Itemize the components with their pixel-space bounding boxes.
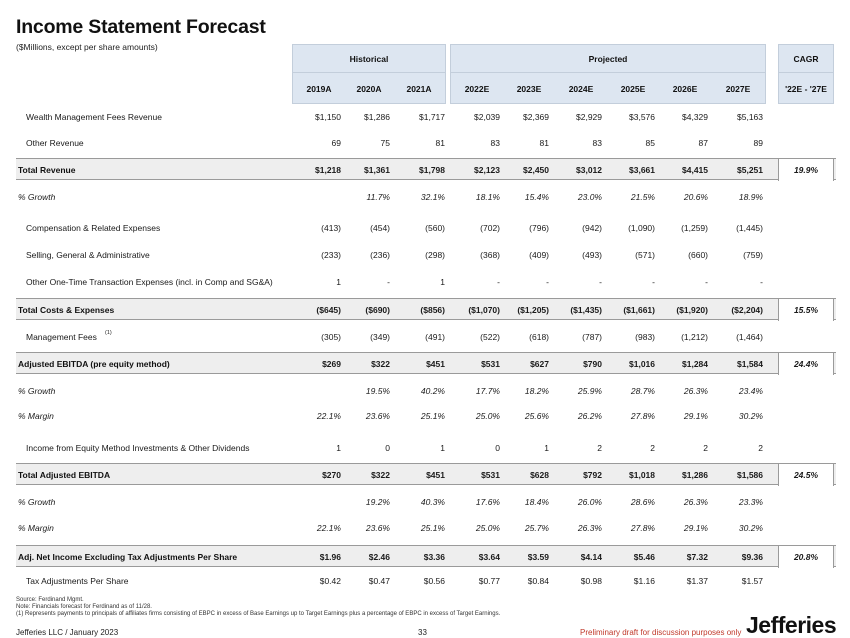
cell-2025E: (571) [635,250,655,260]
cell-2024E: 26.2% [577,411,602,421]
cell-2025E: $1,016 [629,359,655,369]
table-row [16,217,836,239]
cell-2019A: $1.96 [319,552,341,562]
cell-2025E: 2 [650,443,655,453]
cell-2019A: $270 [322,470,341,480]
cell-2023E: 15.4% [524,192,549,202]
table-row [16,517,836,539]
cell-2026E: $4,329 [682,112,708,122]
cell-2027E: 89 [753,138,763,148]
row-label: Other Revenue [26,138,84,148]
cell-2022E: $531 [481,470,500,480]
cagr-value: 19.9% [778,159,834,181]
cell-2023E: $628 [530,470,549,480]
cell-2021A: (298) [425,250,445,260]
historical-header [292,44,446,104]
year-2027E: 2027E [725,84,751,94]
cell-2019A: ($645) [316,305,341,315]
cagr-value: 24.5% [778,464,834,486]
table-row [16,158,836,180]
page-subtitle: ($Millions, except per share amounts) [16,42,158,52]
cell-2020A: (454) [370,223,390,233]
footnote-note: Note: Financials forecast for Ferdinand as of 11/28. [16,604,152,610]
cell-2026E: 87 [698,138,708,148]
cell-2022E: (368) [480,250,500,260]
cell-2025E: 85 [645,138,655,148]
cell-2024E: $3,012 [576,165,602,175]
footnote-1: (1) Represents payments to principals of affiliates firms consisting of EBPC in excess of Base Earnings up to Target Earnings plus a percentage of EBPC in excess of Target Earnings. [16,611,501,617]
table-row [16,132,836,154]
cell-2020A: (349) [370,332,390,342]
cell-2021A: 40.2% [420,386,445,396]
cell-2020A: - [387,277,390,287]
cell-2023E: $2,369 [523,112,549,122]
cell-2026E: (1,212) [681,332,708,342]
page-number: 33 [418,628,427,637]
cell-2024E: $4.14 [580,552,602,562]
cell-2025E: (1,090) [628,223,655,233]
cell-2019A: $0.42 [319,576,341,586]
cell-2019A: (233) [321,250,341,260]
page-title: Income Statement Forecast [16,16,266,38]
cell-2024E: $792 [583,470,602,480]
cell-2020A: ($690) [365,305,390,315]
cell-2025E: 27.8% [630,411,655,421]
cagr-value: 24.4% [778,353,834,375]
cell-2020A: 23.6% [365,411,390,421]
cell-2019A: $1,218 [315,165,341,175]
cell-2024E: $0.98 [580,576,602,586]
row-label: Management Fees [26,332,97,342]
cell-2019A: (413) [321,223,341,233]
cell-2027E: (759) [743,250,763,260]
table-row [16,244,836,266]
year-2025E: 2025E [620,84,646,94]
cell-2022E: $0.77 [478,576,500,586]
cagr-value: 15.5% [778,299,834,321]
cell-2021A: (560) [425,223,445,233]
cell-2026E: $4,415 [682,165,708,175]
cagr-header [778,44,834,104]
cell-2024E: 26.3% [577,523,602,533]
cell-2020A: 23.6% [365,523,390,533]
cell-2022E: 0 [495,443,500,453]
cell-2027E: 23.4% [738,386,763,396]
cell-2026E: $7.32 [686,552,708,562]
cell-2024E: 23.0% [577,192,602,202]
cell-2022E: 17.6% [475,497,500,507]
row-label: Total Revenue [18,165,76,175]
cell-2021A: $451 [426,470,445,480]
cell-2019A: 22.1% [316,411,341,421]
cell-2021A: $0.56 [423,576,445,586]
row-label: Adj. Net Income Excluding Tax Adjustments Per Share [18,552,238,562]
row-label: % Margin [18,411,54,421]
table-row [16,352,836,374]
cell-2022E: 25.0% [475,411,500,421]
cell-2019A: 1 [336,277,341,287]
row-label: Income from Equity Method Investments & Other Dividends [26,443,250,453]
year-2019A: 2019A [306,84,332,94]
cell-2023E: (618) [529,332,549,342]
cell-2022E: ($1,070) [468,305,500,315]
cell-2027E: - [760,277,763,287]
table-row [16,405,836,427]
cell-2023E: 1 [544,443,549,453]
cell-2022E: 17.7% [475,386,500,396]
cell-2027E: 30.2% [738,523,763,533]
cell-2026E: 26.3% [683,497,708,507]
cell-2023E: (409) [529,250,549,260]
cell-2025E: 21.5% [630,192,655,202]
cell-2026E: 29.1% [683,523,708,533]
cell-2023E: 25.7% [524,523,549,533]
cell-2020A: $2.46 [368,552,390,562]
cell-2025E: $1.16 [633,576,655,586]
row-label: Total Adjusted EBITDA [18,470,111,480]
cell-2026E: $1,286 [682,470,708,480]
draft-notice: Preliminary draft for discussion purposes only [580,628,742,637]
cell-2020A: $322 [371,359,390,369]
cell-2022E: 83 [490,138,500,148]
cell-2024E: $790 [583,359,602,369]
footnote-source: Source: Ferdinand Mgmt. [16,597,84,603]
cagr-value: 20.8% [778,546,834,568]
cell-2024E: 2 [597,443,602,453]
projected-label: Projected [451,45,765,73]
cell-2026E: $1,284 [682,359,708,369]
cell-2022E: - [497,277,500,287]
cell-2027E: 30.2% [738,411,763,421]
cell-2020A: 75 [380,138,390,148]
cell-2027E: $5,251 [737,165,763,175]
cell-2021A: 32.1% [420,192,445,202]
row-label: Adjusted EBITDA (pre equity method) [18,359,170,369]
cell-2021A: (491) [425,332,445,342]
row-label: % Growth [18,497,56,507]
cell-2024E: (942) [582,223,602,233]
row-label: Tax Adjustments Per Share [26,576,129,586]
cell-2025E: $3,661 [629,165,655,175]
row-label: Compensation & Related Expenses [26,223,161,233]
table-row [16,271,836,293]
year-2021A: 2021A [406,84,432,94]
cell-2019A: 69 [331,138,341,148]
historical-label: Historical [293,45,445,73]
table-row [16,326,836,348]
cell-2025E: $5.46 [633,552,655,562]
cell-2027E: $1,584 [737,359,763,369]
cell-2020A: 19.2% [365,497,390,507]
cell-2021A: $3.36 [423,552,445,562]
table-row [16,298,836,320]
jefferies-logo: Jefferies [746,612,837,638]
cell-2021A: 1 [440,277,445,287]
cell-2024E: - [599,277,602,287]
table-row [16,463,836,485]
table-row [16,570,836,592]
cell-2024E: ($1,435) [570,305,602,315]
cell-2025E: $1,018 [629,470,655,480]
table-row [16,106,836,128]
cell-2026E: ($1,920) [676,305,708,315]
cell-2027E: $5,163 [737,112,763,122]
cell-2026E: 2 [703,443,708,453]
cell-2027E: $9.36 [741,552,763,562]
cell-2023E: ($1,205) [517,305,549,315]
cell-2019A: 22.1% [316,523,341,533]
cell-2027E: ($2,204) [731,305,763,315]
cell-2027E: 23.3% [738,497,763,507]
cell-2023E: $627 [530,359,549,369]
cell-2019A: 1 [336,443,341,453]
cell-2025E: - [652,277,655,287]
cell-2023E: (796) [529,223,549,233]
cell-2027E: (1,464) [736,332,763,342]
cagr-period: '22E - '27E [785,84,827,94]
cell-2021A: 1 [440,443,445,453]
cell-2020A: $1,286 [364,112,390,122]
cell-2025E: 27.8% [630,523,655,533]
row-label: % Growth [18,192,56,202]
table-row [16,491,836,513]
cell-2025E: ($1,661) [623,305,655,315]
row-label: % Margin [18,523,54,533]
cell-2023E: 81 [539,138,549,148]
cagr-label: CAGR [779,45,833,73]
table-row [16,380,836,402]
cell-2019A: (305) [321,332,341,342]
cell-2022E: $3.64 [478,552,500,562]
cell-2020A: (236) [370,250,390,260]
cell-2020A: $1,361 [364,165,390,175]
cell-2027E: $1.57 [741,576,763,586]
table-row [16,437,836,459]
year-2024E: 2024E [568,84,594,94]
cell-2022E: $2,039 [474,112,500,122]
year-2022E: 2022E [464,84,490,94]
cell-2020A: $0.47 [368,576,390,586]
cell-2021A: $451 [426,359,445,369]
cell-2023E: 25.6% [524,411,549,421]
cell-2021A: $1,798 [419,165,445,175]
cell-2026E: 20.6% [683,192,708,202]
cell-2022E: $531 [481,359,500,369]
cell-2021A: ($856) [420,305,445,315]
cell-2021A: $1,717 [419,112,445,122]
table-row [16,186,836,208]
cell-2020A: 19.5% [365,386,390,396]
cell-2024E: (493) [582,250,602,260]
cell-2023E: 18.4% [524,497,549,507]
cell-2027E: 2 [758,443,763,453]
cell-2025E: (983) [635,332,655,342]
cell-2023E: - [546,277,549,287]
cell-2022E: 18.1% [475,192,500,202]
cell-2025E: 28.6% [630,497,655,507]
row-label: Total Costs & Expenses [18,305,115,315]
cell-2021A: 40.3% [420,497,445,507]
cell-2027E: (1,445) [736,223,763,233]
cell-2024E: 26.0% [577,497,602,507]
cell-2026E: - [705,277,708,287]
cell-2022E: (522) [480,332,500,342]
cell-2023E: $2,450 [523,165,549,175]
cell-2021A: 25.1% [420,411,445,421]
cell-2026E: (1,259) [681,223,708,233]
cell-2019A: $269 [322,359,341,369]
cell-2026E: $1.37 [686,576,708,586]
cell-2020A: 0 [385,443,390,453]
cell-2024E: $2,929 [576,112,602,122]
cell-2026E: 29.1% [683,411,708,421]
footnote-marker: (1) [105,330,112,336]
cell-2021A: 81 [435,138,445,148]
cell-2019A: $1,150 [315,112,341,122]
cell-2021A: 25.1% [420,523,445,533]
cell-2027E: $1,586 [737,470,763,480]
cell-2022E: $2,123 [474,165,500,175]
footer-company-date: Jefferies LLC / January 2023 [16,628,119,637]
cell-2024E: (787) [582,332,602,342]
projected-header [450,44,766,104]
cell-2022E: (702) [480,223,500,233]
cell-2023E: 18.2% [524,386,549,396]
cell-2023E: $3.59 [527,552,549,562]
table-row [16,545,836,567]
row-label: Other One-Time Transaction Expenses (incl. in Comp and SG&A) [26,277,273,287]
year-2026E: 2026E [672,84,698,94]
cell-2020A: 11.7% [366,192,390,202]
year-2020A: 2020A [356,84,382,94]
cell-2024E: 25.9% [577,386,602,396]
cell-2026E: 26.3% [683,386,708,396]
cell-2025E: $3,576 [629,112,655,122]
row-label: Wealth Management Fees Revenue [26,112,162,122]
cell-2027E: 18.9% [738,192,763,202]
cell-2026E: (660) [688,250,708,260]
row-label: Selling, General & Administrative [26,250,150,260]
cell-2022E: 25.0% [475,523,500,533]
year-2023E: 2023E [516,84,542,94]
cell-2025E: 28.7% [630,386,655,396]
cell-2024E: 83 [592,138,602,148]
row-label: % Growth [18,386,56,396]
cell-2023E: $0.84 [527,576,549,586]
cell-2020A: $322 [371,470,390,480]
